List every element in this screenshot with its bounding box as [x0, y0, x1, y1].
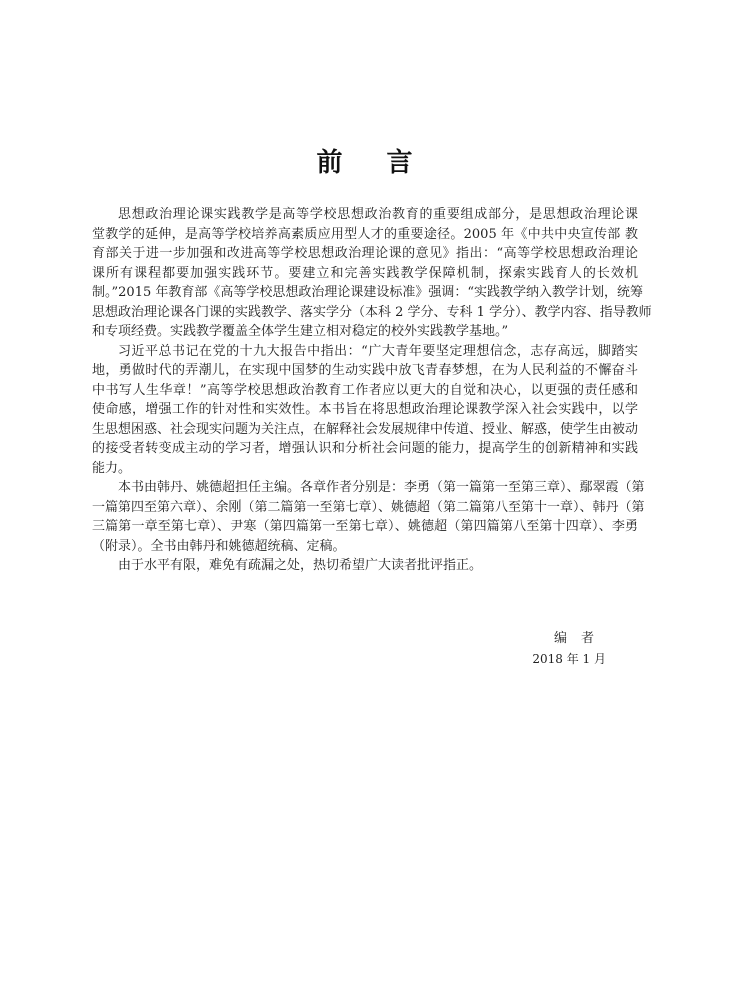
- text-line: 习近平总书记在党的十九大报告中指出：“广大青年要坚定理想信念，志存高远，脚踏实: [118, 343, 638, 359]
- text-line: 和专项经费。实践教学覆盖全体学生建立相对稳定的校外实践教学基地。”: [92, 324, 509, 339]
- text-line: 中书写人生华章！”高等学校思想政治教育工作者应以更大的自觉和决心，以更强的责任感和: [92, 382, 638, 398]
- paragraph: [92, 205, 652, 342]
- text-line: 使命感，增强工作的针对性和实效性。本书旨在将思想政治理论课教学深入社会实践中，以学: [92, 402, 638, 417]
- text-line: 课所有课程都要加强实践环节。要建立和完善实践教学保障机制，探索实践育人的长效机: [92, 265, 638, 281]
- paragraph: [92, 556, 638, 576]
- text-line: 堂教学的延伸，是高等学校培养高素质应用型人才的重要途径。2005 年《中共中央宣传部 教: [92, 226, 638, 242]
- title-char: 言: [386, 148, 413, 178]
- text-line: 由于水平有限，难免有疏漏之处，热切希望广大读者批评指正。: [118, 558, 483, 573]
- signature-date: 2018 年 1 月: [532, 652, 606, 666]
- text-line: 生思想困惑、社会现实问题为关注点，在解释社会发展规律中传道、授业、解惑，使学生由被动: [92, 421, 639, 437]
- text-line: 的接受者转变成主动的学习者，增强认识和分析社会问题的能力，提高学生的创新精神和实践: [92, 441, 638, 456]
- signature-author: 编者: [553, 631, 608, 646]
- text-line: 地，勇做时代的弄潮儿，在实现中国梦的生动实践中放飞青春梦想，在为人民利益的不懈奋斗: [92, 363, 638, 378]
- preface-body: [92, 205, 652, 576]
- text-line: 育部关于进一步加强和改进高等学校思想政治理论课的意见》指出：“高等学校思想政治理论: [92, 246, 638, 261]
- paragraph: [92, 478, 645, 556]
- text-line: 本书由韩丹、姚德超担任主编。各章作者分别是：李勇（第一篇第一至第三章）、鄢翠霞（第: [118, 480, 645, 495]
- text-line: 思想政治理论课各门课的实践教学、落实学分（本科 2 学分、专科 1 学分）、教学内容、指导教师: [92, 304, 652, 320]
- text-line: （附录）。全书由韩丹和姚德超统稿、定稿。: [92, 538, 346, 554]
- text-line: 一篇第四至第六章）、余刚（第二篇第一至第七章）、姚德超（第二篇第八至第十一章）、韩丹（第: [92, 499, 645, 515]
- text-line: 三篇第一章至第七章）、尹寒（第四篇第一至第七章）、姚德超（第四篇第八至第十四章）、李勇: [92, 519, 638, 534]
- signature-block: [532, 627, 606, 667]
- text-line: 能力。: [92, 460, 132, 476]
- paragraph: [92, 342, 638, 479]
- title-char: 前: [316, 148, 343, 178]
- text-line: 思想政治理论课实践教学是高等学校思想政治教育的重要组成部分，是思想政治理论课: [118, 207, 638, 222]
- page-title: [0, 142, 729, 179]
- text-line: 制。”2015 年教育部《高等学校思想政治理论课建设标准》强调：“实践教学纳入教学计划，统筹: [92, 285, 644, 300]
